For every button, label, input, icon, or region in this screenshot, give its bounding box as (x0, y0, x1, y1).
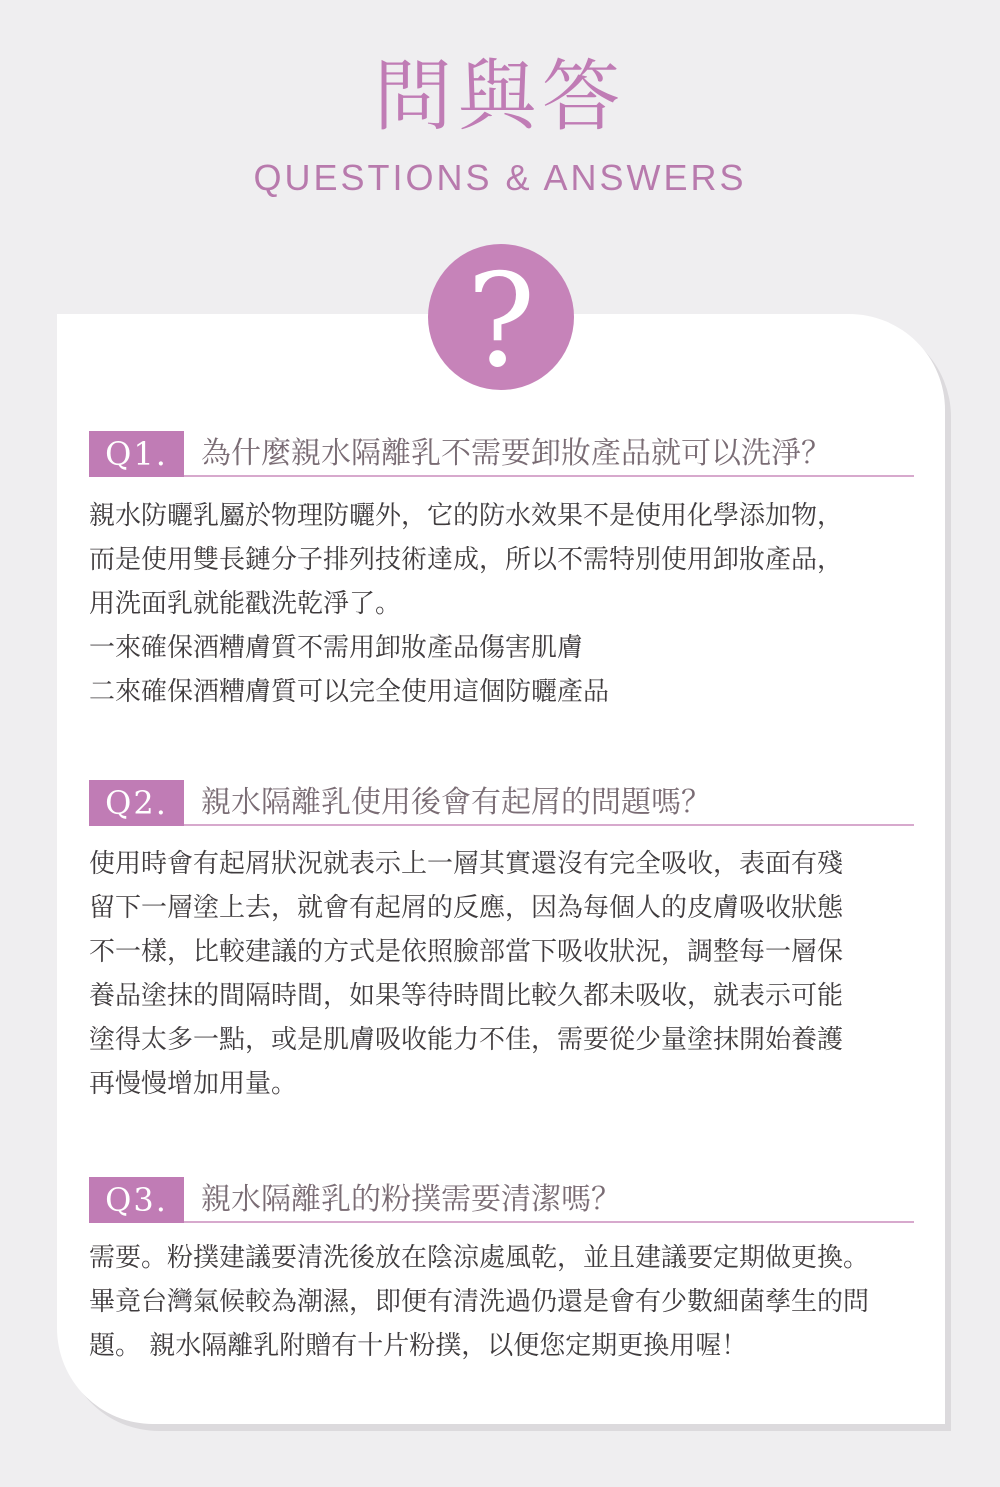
answer-block-3 (89, 1236, 929, 1368)
answer-line: 留下一層塗上去，就會有起屑的反應，因為每個人的皮膚吸收狀態 (89, 893, 844, 923)
question-text: 為什麼親水隔離乳不需要卸妝產品就可以洗淨？ (201, 436, 831, 471)
page-subtitle: QUESTIONS & ANSWERS (253, 157, 747, 198)
answer-line: 題。 親水隔離乳附贈有十片粉撲，以便您定期更換用喔！ (89, 1331, 748, 1361)
page-title: 問與答 (373, 52, 626, 142)
answer-line: 二來確保酒糟膚質可以完全使用這個防曬產品 (89, 677, 610, 707)
answer-line: 一來確保酒糟膚質不需用卸妝產品傷害肌膚 (89, 633, 584, 663)
heading-underline (184, 1221, 914, 1223)
question-heading-2 (89, 780, 914, 826)
question-text: 親水隔離乳使用後會有起屑的問題嗎？ (201, 785, 711, 820)
question-text: 親水隔離乳的粉撲需要清潔嗎？ (201, 1182, 621, 1217)
answer-line: 畢竟台灣氣候較為潮濕，即便有清洗過仍還是會有少數細菌孳生的問 (89, 1287, 870, 1317)
question-number-badge: Q2. (89, 780, 184, 826)
answer-line: 再慢慢增加用量。 (89, 1069, 298, 1099)
heading-underline (184, 475, 914, 477)
answer-line: 需要。粉撲建議要清洗後放在陰涼處風乾，並且建議要定期做更換。 (89, 1243, 870, 1273)
answer-line: 塗得太多一點，或是肌膚吸收能力不佳，需要從少量塗抹開始養護 (89, 1025, 844, 1055)
question-mark-glyph: ? (466, 247, 536, 396)
answer-line: 不一樣，比較建議的方式是依照臉部當下吸收狀況，調整每一層保 (89, 937, 844, 967)
question-number-badge: Q1. (89, 431, 184, 477)
question-heading-3 (89, 1177, 914, 1223)
answer-block-1 (89, 494, 929, 714)
answer-block-2 (89, 842, 929, 1106)
question-number-badge: Q3. (89, 1177, 184, 1223)
answer-line: 用洗面乳就能戳洗乾淨了。 (89, 589, 402, 619)
heading-underline (184, 824, 914, 826)
question-heading-1 (89, 431, 914, 477)
answer-line: 親水防曬乳屬於物理防曬外，它的防水效果不是使用化學添加物， (89, 501, 844, 531)
question-mark-icon (428, 244, 574, 396)
answer-line: 養品塗抹的間隔時間，如果等待時間比較久都未吸收，就表示可能 (89, 981, 844, 1011)
answer-line: 使用時會有起屑狀況就表示上一層其實還沒有完全吸收，表面有殘 (89, 849, 844, 879)
answer-line: 而是使用雙長鏈分子排列技術達成，所以不需特別使用卸妝產品， (89, 545, 844, 575)
